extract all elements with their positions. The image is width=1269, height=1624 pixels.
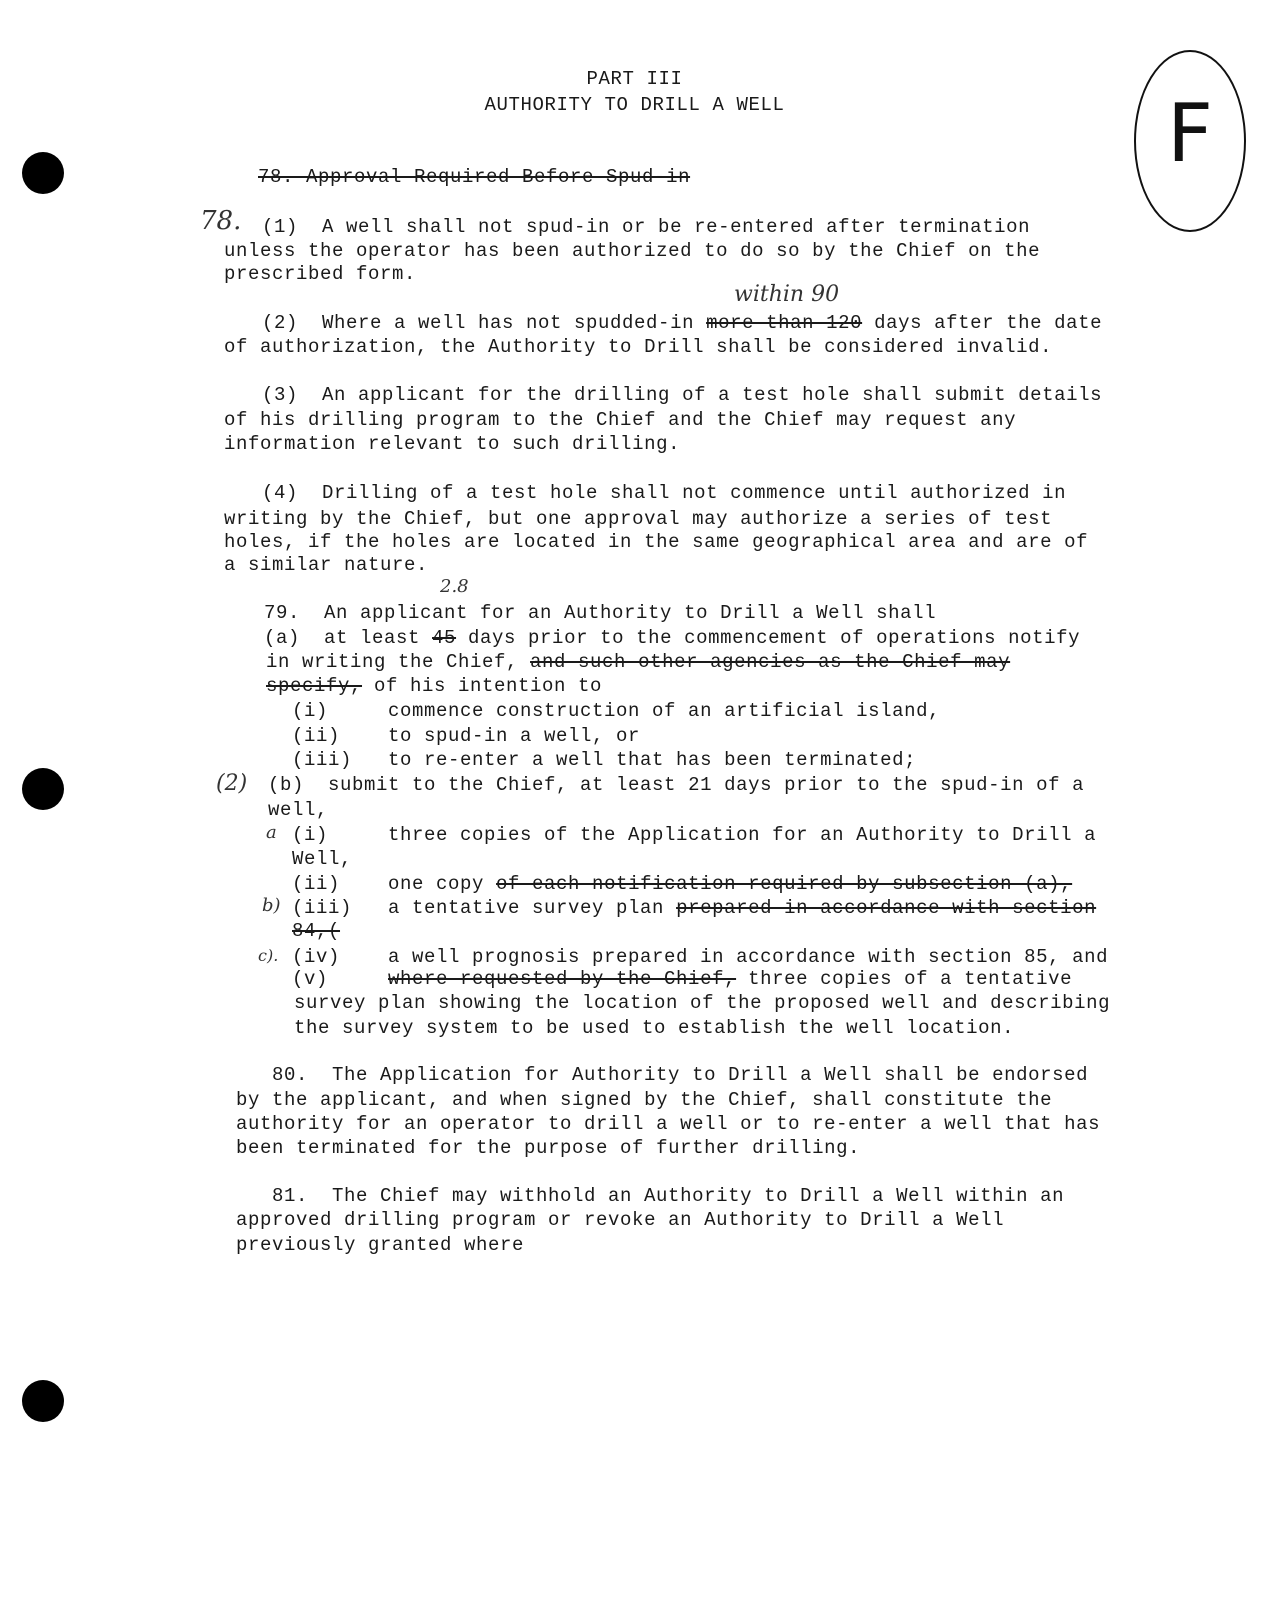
s78-p4-line3: holes, if the holes are located in the same geographical area and are of bbox=[224, 531, 1089, 553]
s81-line3: previously granted where bbox=[236, 1234, 525, 1256]
s78-p1-line2: unless the operator has been authorized to do so by the Chief on the bbox=[224, 240, 1041, 262]
s79-line4: specify, of his intention to bbox=[266, 675, 603, 697]
s79-sub-v-line1: (v) where requested by the Chief, three copies of a tentative bbox=[292, 968, 1073, 990]
margin-note-a: a bbox=[266, 822, 277, 843]
s79-sub-v-line3: the survey system to be used to establish the well location. bbox=[294, 1017, 1015, 1039]
s78-p2-line2: of authorization, the Authority to Drill shall be considered invalid. bbox=[224, 336, 1053, 358]
s78-p3-line1: (3) An applicant for the drilling of a test hole shall submit details bbox=[262, 384, 1103, 406]
s78-p1-line1: (1) A well shall not spud-in or be re-entered after termination bbox=[262, 216, 1031, 238]
s80-line1: 80. The Application for Authority to Drill a Well shall be endorsed bbox=[272, 1064, 1089, 1086]
s78-p3-line2: of his drilling program to the Chief and the Chief may request any bbox=[224, 409, 1017, 431]
margin-section-number: 78. bbox=[200, 206, 242, 236]
s79-item-ii: (ii) to spud-in a well, or bbox=[292, 725, 641, 747]
s79-sub-iii-line2: 84,( bbox=[292, 920, 341, 942]
s79-sub-v-line2: survey plan showing the location of the proposed well and describing bbox=[294, 992, 1111, 1014]
struck-section-heading: 78. Approval Required Before Spud-in bbox=[258, 166, 691, 188]
margin-note-b: b) bbox=[262, 895, 281, 916]
s80-line3: authority for an operator to drill a well or to re-enter a well that has bbox=[236, 1113, 1101, 1135]
punch-hole-bottom bbox=[22, 1380, 64, 1422]
margin-note-2: (2) bbox=[216, 771, 248, 796]
stamp-letter: F bbox=[1166, 87, 1213, 180]
margin-note-c: c). bbox=[258, 946, 279, 965]
s79-sub-ii: (ii) one copy of each notification required by subsection (a), bbox=[292, 873, 1073, 895]
page-title: AUTHORITY TO DRILL A WELL bbox=[484, 94, 785, 116]
s79-line1: 79. An applicant for an Authority to Drill a Well shall bbox=[264, 602, 937, 624]
s79-item-iii: (iii) to re-enter a well that has been terminated; bbox=[292, 749, 917, 771]
punch-hole-top bbox=[22, 152, 64, 194]
s78-p1-line3: prescribed form. bbox=[224, 263, 417, 285]
s81-line2: approved drilling program or revoke an Authority to Drill a Well bbox=[236, 1209, 1005, 1231]
s78-p4-line4: a similar nature. bbox=[224, 554, 429, 576]
s81-line1: 81. The Chief may withhold an Authority to Drill a Well within an bbox=[272, 1185, 1065, 1207]
s78-p2-line1: (2) Where a well has not spudded-in more than 120 days after the date bbox=[262, 312, 1103, 334]
s80-line2: by the applicant, and when signed by the Chief, shall constitute the bbox=[236, 1089, 1053, 1111]
s78-p3-line3: information relevant to such drilling. bbox=[224, 433, 681, 455]
s78-p4-line1: (4) Drilling of a test hole shall not commence until authorized in bbox=[262, 482, 1067, 504]
s79-line-b: (b) submit to the Chief, at least 21 days prior to the spud-in of a bbox=[268, 774, 1085, 796]
part-heading: PART III bbox=[586, 68, 683, 90]
handwritten-note-2-8: 2.8 bbox=[440, 576, 469, 597]
s79-sub-iv: (iv) a well prognosis prepared in accordance with section 85, and bbox=[292, 946, 1109, 968]
handwritten-insert-within-90: within 90 bbox=[734, 282, 840, 307]
s79-sub-i-line2: Well, bbox=[292, 848, 353, 870]
s80-line4: been terminated for the purpose of further drilling. bbox=[236, 1137, 861, 1159]
s78-p4-line2: writing by the Chief, but one approval may authorize a series of test bbox=[224, 508, 1053, 530]
s79-line3: in writing the Chief, and such other agencies as the Chief may bbox=[266, 651, 1011, 673]
s79-sub-iii: (iii) a tentative survey plan prepared in accordance with section bbox=[292, 897, 1097, 919]
punch-hole-middle bbox=[22, 768, 64, 810]
s79-item-i: (i) commence construction of an artificial island, bbox=[292, 700, 941, 722]
s79-sub-i-line1: (i) three copies of the Application for an Authority to Drill a bbox=[292, 824, 1097, 846]
s79-line2: (a) at least 45 days prior to the commencement of operations notify bbox=[264, 627, 1081, 649]
s79-line-b-2: well, bbox=[268, 799, 329, 821]
